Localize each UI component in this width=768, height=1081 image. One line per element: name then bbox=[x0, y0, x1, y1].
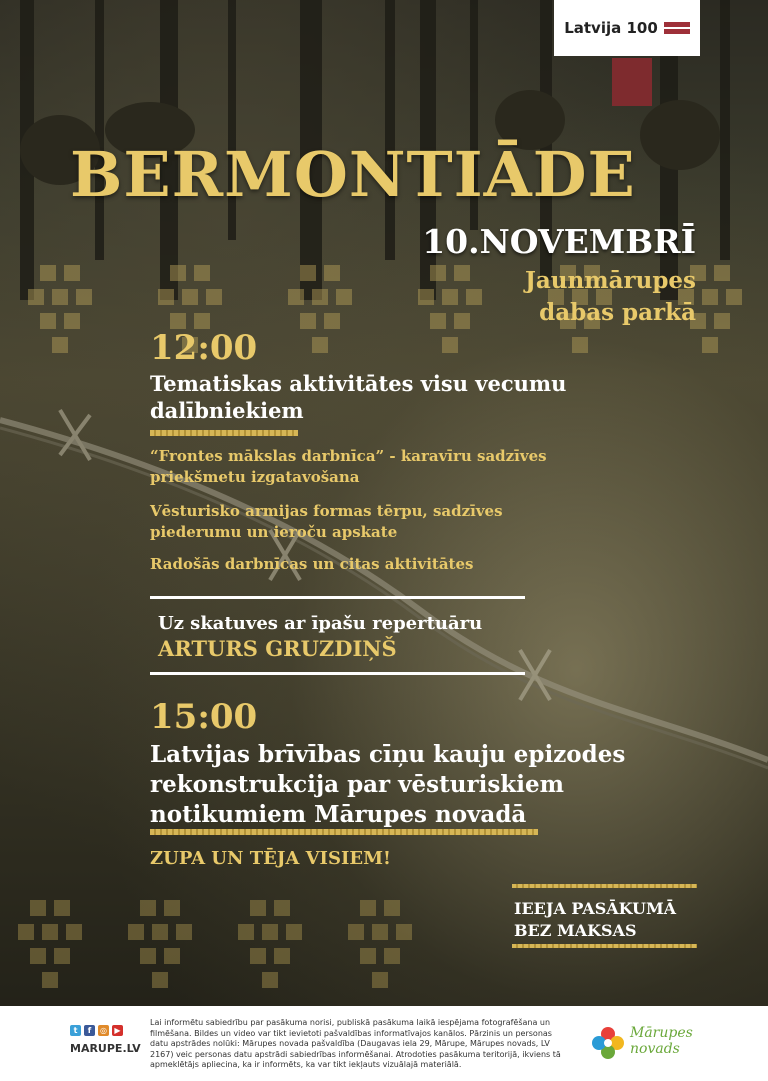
twitter-icon[interactable]: t bbox=[70, 1025, 81, 1036]
website-link[interactable]: MARUPE.LV bbox=[70, 1042, 141, 1055]
social-icons bbox=[70, 1025, 123, 1036]
place-line-2: dabas parkā bbox=[539, 299, 696, 326]
event-place bbox=[525, 265, 696, 329]
section2-heading: Latvijas brīvības cīņu kauju epizodes rekonstrukcija par vēsturiskiem notikumiem Mārupes novadā bbox=[150, 741, 626, 828]
activity-item-3: Radošās darbnīcas un citas aktivitātes bbox=[150, 555, 474, 573]
logo-text: Latvija 100 bbox=[564, 19, 658, 37]
entry-divider-bottom bbox=[512, 944, 697, 948]
stage-text: Uz skatuves ar īpašu repertuāru bbox=[158, 613, 483, 634]
activity-item-2: Vēsturisko armijas formas tērpu, sadzīves piederumu un ieroču apskate bbox=[150, 502, 503, 541]
entry-line-2: BEZ MAKSAS bbox=[514, 921, 637, 940]
section1-heading: Tematiskas aktivitātes visu vecumu dalībniekiem bbox=[150, 371, 567, 423]
barbed-wire-graphic bbox=[0, 380, 768, 800]
white-divider-top bbox=[150, 596, 525, 599]
entry-line-1: IEEJA PASĀKUMĀ bbox=[514, 899, 677, 918]
gold-divider-1 bbox=[150, 430, 298, 436]
brand-line-1: Mārupes bbox=[630, 1025, 693, 1041]
white-divider-bottom bbox=[150, 672, 525, 675]
gold-divider-2 bbox=[150, 829, 538, 835]
privacy-note: Lai informētu sabiedrību par pasākuma norisi, publiskā pasākuma laikā iespējama fotografēšana un filmēšana. Bildes un video var tikt ievietoti pašvaldības informatīvajos kanālos. Pārzinis un personas datu apstrādes nolūki: Mārupes novada pašvaldība (Daugavas iela 29, Mārupe, Mārupes novads, LV 2167) veic personas datu apstrādi sabiedrības informēšanai. Atrodoties pasākuma teritorijā, ikviens tā apmeklētājs apliecina, ka ir informēts, ka var tikt iekļauts vizuālajā materiālā. bbox=[150, 1018, 561, 1069]
time-1500: 15:00 bbox=[150, 697, 258, 737]
youtube-icon[interactable]: ▶ bbox=[112, 1025, 123, 1036]
artist-name: ARTURS GRUZDIŅŠ bbox=[158, 636, 397, 661]
entry-divider-top bbox=[512, 884, 697, 888]
brand-line-2: novads bbox=[630, 1041, 680, 1057]
free-entry-text bbox=[514, 898, 676, 942]
marupes-novads-wordmark bbox=[630, 1025, 693, 1057]
place-line-1: Jaunmārupes bbox=[525, 267, 696, 294]
time-1200: 12:00 bbox=[150, 328, 258, 368]
facebook-icon[interactable]: f bbox=[84, 1025, 95, 1036]
latvian-flag-icon bbox=[664, 22, 690, 34]
instagram-icon[interactable]: ◎ bbox=[98, 1025, 109, 1036]
activity-item-1: “Frontes mākslas darbnīca” - karavīru sadzīves priekšmetu izgatavošana bbox=[150, 447, 547, 486]
event-title: BERMONTIĀDE bbox=[70, 138, 636, 211]
event-date: 10.NOVEMBRĪ bbox=[422, 222, 696, 261]
latvija-100-logo bbox=[554, 0, 700, 56]
soup-tea-text: ZUPA UN TĒJA VISIEM! bbox=[150, 848, 391, 869]
